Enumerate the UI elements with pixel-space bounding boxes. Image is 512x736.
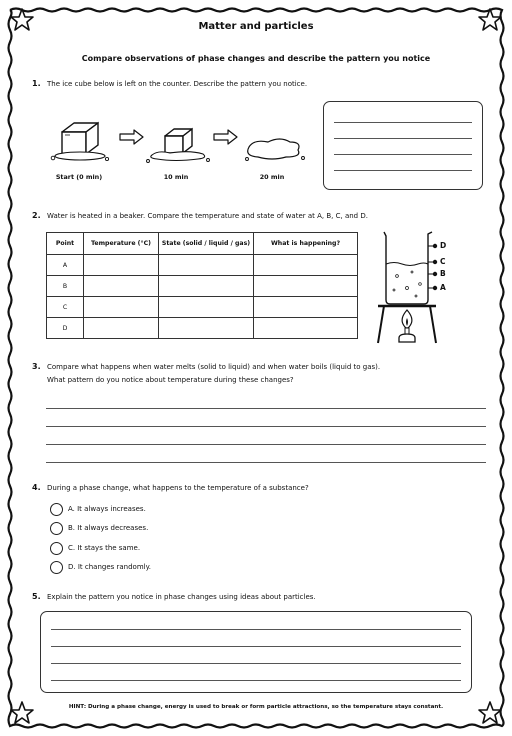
- observation-table: [46, 232, 358, 339]
- radio-circle[interactable]: [50, 522, 63, 535]
- state-cell[interactable]: [159, 255, 254, 276]
- radio-circle[interactable]: [50, 503, 63, 516]
- row-point-label: B: [47, 276, 84, 297]
- beaker-label-c: C: [440, 257, 446, 266]
- caption-start: Start (0 min): [55, 173, 103, 181]
- row-point-label: C: [47, 297, 84, 318]
- point-markers: [428, 244, 437, 290]
- state-cell[interactable]: [159, 297, 254, 318]
- answer-line: [334, 154, 472, 155]
- answer-line: [51, 680, 461, 681]
- beaker-icon: [384, 232, 432, 304]
- melting-ice-cube-icon: [147, 129, 210, 163]
- happening-cell[interactable]: [254, 297, 358, 318]
- question-4-text: During a phase change, what happens to the temperature of a substance?: [47, 484, 309, 492]
- question-5-text: Explain the pattern you notice in phase changes using ideas about particles.: [47, 593, 316, 601]
- question-1-text: The ice cube below is left on the counter. Describe the pattern you notice.: [47, 80, 308, 88]
- temperature-cell[interactable]: [84, 297, 159, 318]
- header-state: State (solid / liquid / gas): [159, 233, 254, 255]
- row-point-label: D: [47, 318, 84, 339]
- beaker-label-b: B: [440, 269, 446, 278]
- option-a-label: A. It always increases.: [68, 505, 146, 513]
- arrow-right-icon: [120, 130, 143, 144]
- arrow-right-icon: [214, 130, 237, 144]
- question-2-number: 2.: [32, 211, 41, 220]
- state-cell[interactable]: [159, 318, 254, 339]
- header-point: Point: [47, 233, 84, 255]
- answer-line[interactable]: [46, 408, 486, 409]
- beaker-label-d: D: [440, 241, 447, 250]
- question-3-number: 3.: [32, 362, 41, 371]
- temperature-cell[interactable]: [84, 255, 159, 276]
- hint-text: HINT: During a phase change, energy is used to break or form particle attractions, so the temperature stays constant.: [68, 704, 444, 710]
- bunsen-burner-icon: [399, 310, 415, 342]
- caption-20-min: 20 min: [259, 173, 285, 181]
- beaker-label-a: A: [440, 283, 446, 292]
- temperature-cell[interactable]: [84, 318, 159, 339]
- question-1-number: 1.: [32, 79, 41, 88]
- caption-10-min: 10 min: [163, 173, 189, 181]
- answer-line: [51, 629, 461, 630]
- table-row: [47, 255, 358, 276]
- option-b-label: B. It always decreases.: [68, 524, 149, 532]
- question-4-number: 4.: [32, 483, 41, 492]
- header-temperature: Temperature (°C): [84, 233, 159, 255]
- table-row: [47, 276, 358, 297]
- melting-ice-sequence: [40, 112, 310, 172]
- state-cell[interactable]: [159, 276, 254, 297]
- question-5-answer-box[interactable]: [40, 611, 472, 693]
- radio-circle[interactable]: [50, 542, 63, 555]
- table-row: [47, 318, 358, 339]
- question-3-line-2: What pattern do you notice about temperature during these changes?: [47, 376, 294, 384]
- row-point-label: A: [47, 255, 84, 276]
- header-what-is-happening: What is happening?: [254, 233, 358, 255]
- question-2-text: Water is heated in a beaker. Compare the temperature and state of water at A, B, C, and D.: [47, 212, 368, 220]
- question-1-answer-box[interactable]: [323, 101, 483, 190]
- answer-line: [334, 138, 472, 139]
- happening-cell[interactable]: [254, 276, 358, 297]
- happening-cell[interactable]: [254, 318, 358, 339]
- water-puddle-icon: [246, 139, 305, 161]
- option-d-label: D. It changes randomly.: [68, 563, 151, 571]
- table-row: [47, 297, 358, 318]
- page-title: Matter and particles: [198, 21, 314, 32]
- beaker-heating-diagram: [372, 228, 462, 348]
- radio-circle[interactable]: [50, 561, 63, 574]
- happening-cell[interactable]: [254, 255, 358, 276]
- answer-line: [334, 170, 472, 171]
- ice-cube-icon: [51, 123, 108, 161]
- table-header-row: [47, 233, 358, 255]
- answer-line: [334, 122, 472, 123]
- page-subtitle: Compare observations of phase changes and describe the pattern you notice: [81, 54, 431, 63]
- answer-line[interactable]: [46, 462, 486, 463]
- question-5-number: 5.: [32, 592, 41, 601]
- question-3-line-1: Compare what happens when water melts (solid to liquid) and when water boils (liquid to gas).: [47, 363, 381, 371]
- answer-line: [51, 663, 461, 664]
- answer-line[interactable]: [46, 426, 486, 427]
- option-c-label: C. It stays the same.: [68, 544, 141, 552]
- answer-line: [51, 646, 461, 647]
- answer-line[interactable]: [46, 444, 486, 445]
- temperature-cell[interactable]: [84, 276, 159, 297]
